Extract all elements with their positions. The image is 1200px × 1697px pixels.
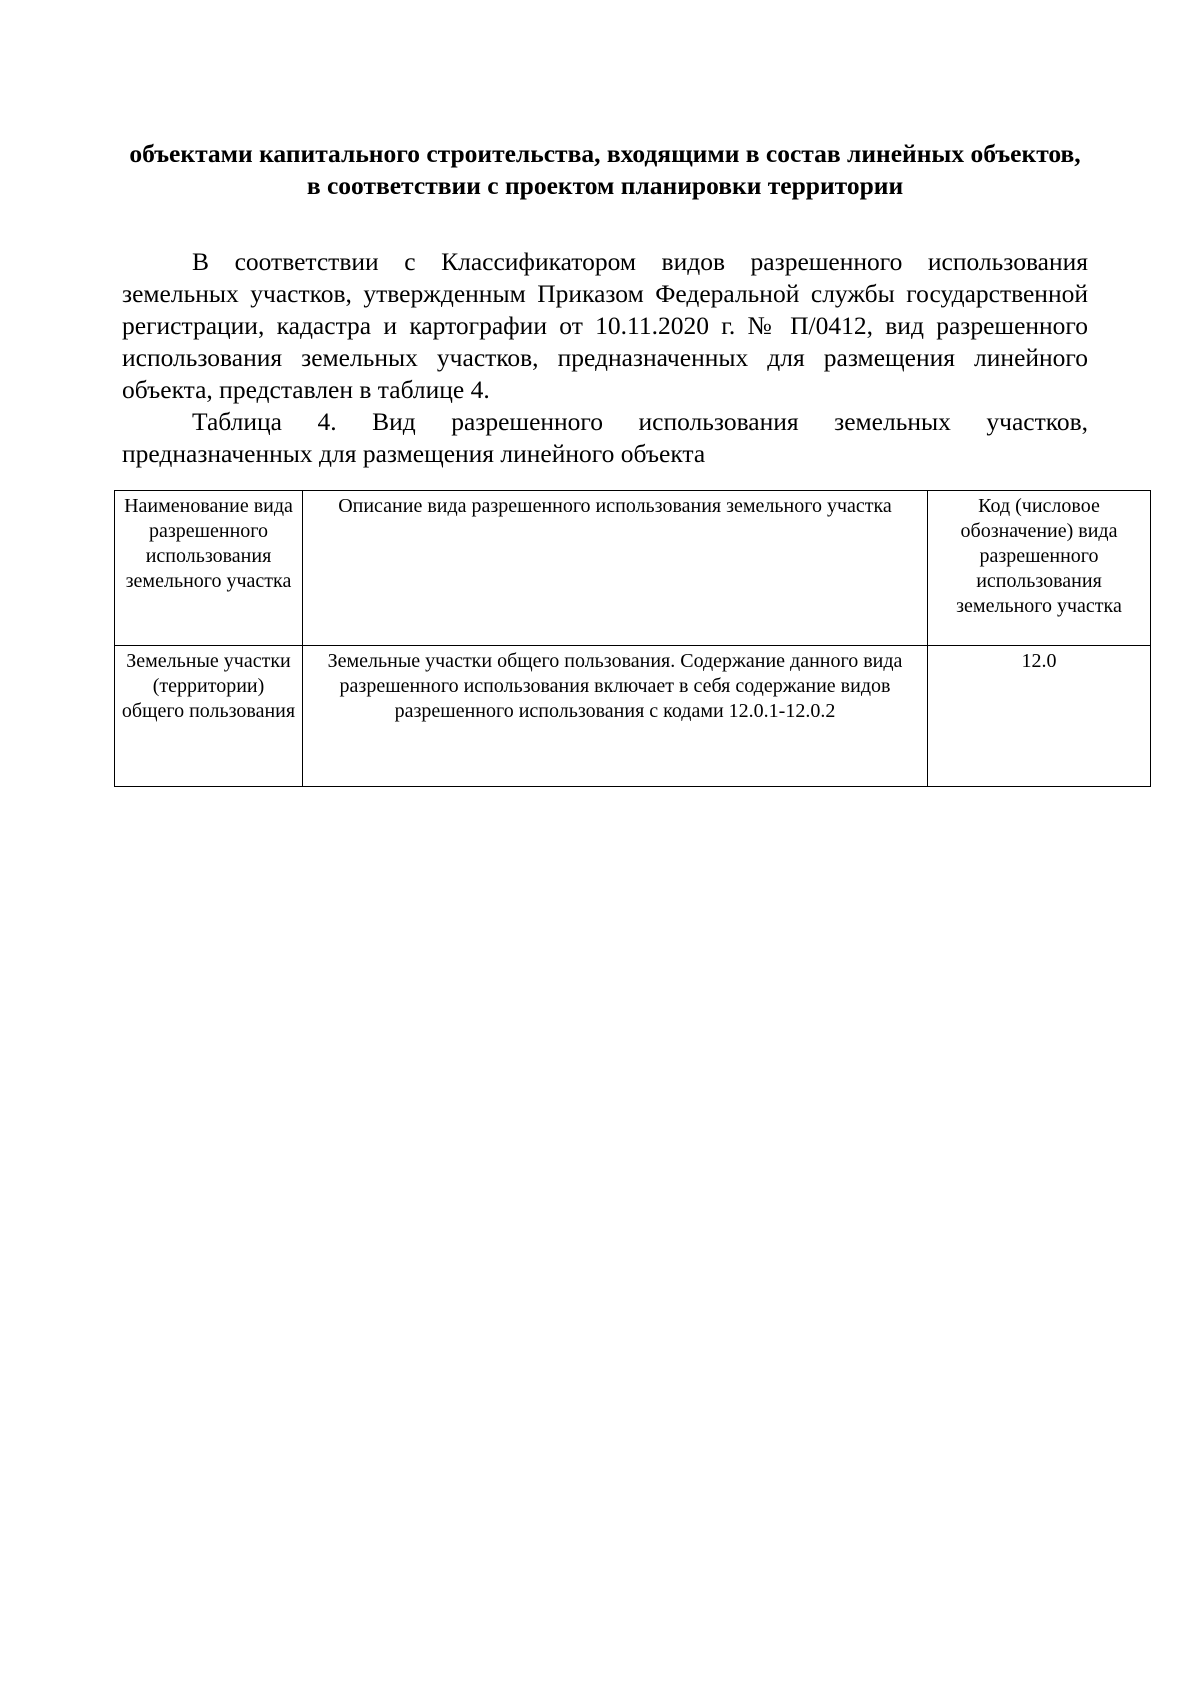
land-use-table	[114, 490, 1151, 787]
intro-paragraph: В соответствии с Классификатором видов разрешенного использования земельных участков, утвержденным Приказом Федеральной службы государственной регистрации, кадастра и картографии от 10.11.2020 г. № П/0412, вид разрешенного использования земельных участков, предназначенных для размещения линейного объекта, представлен в таблице 4.	[122, 247, 1088, 404]
table-row	[115, 646, 1151, 787]
table-header-row	[115, 491, 1151, 646]
column-header-code: Код (числовое обозначение) вида разрешенного использования земельного участка	[928, 491, 1151, 646]
section-heading: объектами капитального строительства, входящими в состав линейных объектов, в соответствии с проектом планировки территории	[129, 139, 1081, 200]
cell-name: Земельные участки (территории) общего пользования	[115, 646, 303, 787]
table-caption: Таблица 4. Вид разрешенного использования земельных участков, предназначенных для размещения линейного объекта	[122, 407, 1088, 468]
column-header-name: Наименование вида разрешенного использования земельного участка	[115, 491, 303, 646]
cell-code: 12.0	[928, 646, 1151, 787]
cell-description: Земельные участки общего пользования. Содержание данного вида разрешенного использования включает в себя содержание видов разрешенного использования с кодами 12.0.1-12.0.2	[303, 646, 928, 787]
column-header-description: Описание вида разрешенного использования земельного участка	[303, 491, 928, 646]
